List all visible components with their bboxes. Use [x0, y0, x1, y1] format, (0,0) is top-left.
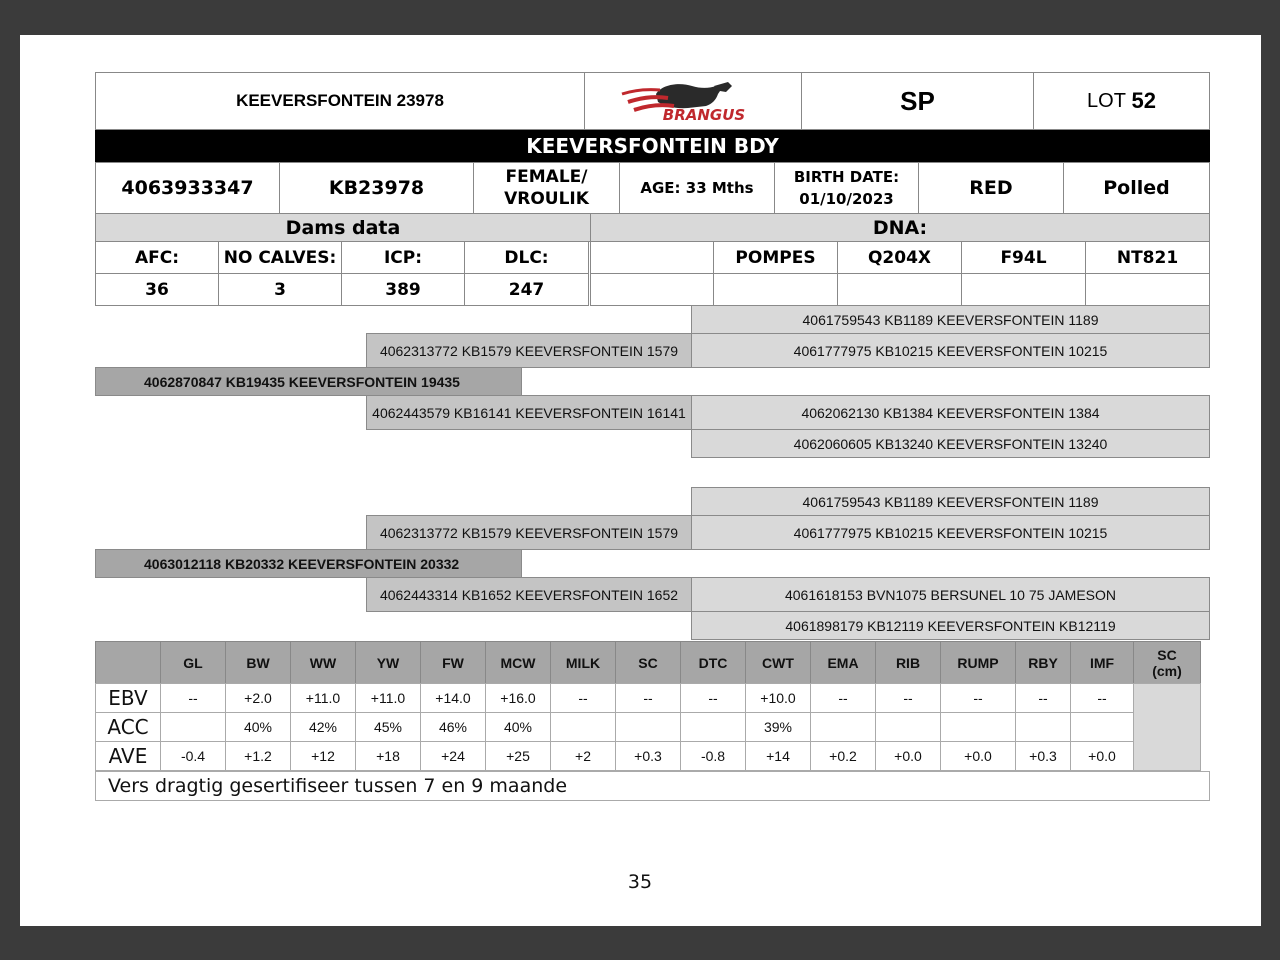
ebv-cell-1-11: [875, 712, 941, 742]
sire-parent: 4062870847 KB19435 KEEVERSFONTEIN 19435: [95, 367, 522, 396]
brangus-logo: [584, 72, 802, 130]
ebv-header-1: GL: [160, 641, 226, 684]
dam-dam: 4062443314 KB1652 KEEVERSFONTEIN 1652: [366, 577, 692, 612]
ebv-cell-0-12: --: [940, 683, 1016, 713]
dam-sire: 4062313772 KB1579 KEEVERSFONTEIN 1579: [366, 515, 692, 550]
colour: RED: [918, 162, 1064, 214]
breeder-bar: KEEVERSFONTEIN BDY: [95, 130, 1210, 162]
ebv-cell-0-11: --: [875, 683, 941, 713]
ebv-cell-1-2: 42%: [290, 712, 356, 742]
animal-name: KEEVERSFONTEIN 23978: [95, 72, 585, 130]
dam-dam-dam: 4061898179 KB12119 KEEVERSFONTEIN KB12119: [691, 611, 1210, 640]
dna-header-2: Q204X: [837, 241, 962, 274]
dams-value-1: 3: [218, 273, 342, 306]
lot-number: 52: [1131, 88, 1156, 113]
dam-sire-dam: 4061777975 KB10215 KEEVERSFONTEIN 10215: [691, 515, 1210, 550]
ebv-header-15: IMF: [1070, 641, 1134, 684]
ebv-cell-2-2: +12: [290, 741, 356, 771]
ebv-row-label-2: AVE: [95, 741, 161, 771]
ebv-cell-1-4: 46%: [420, 712, 486, 742]
dam-sire-sire: 4061759543 KB1189 KEEVERSFONTEIN 1189: [691, 487, 1210, 516]
ebv-header-16: SC (cm): [1133, 641, 1201, 684]
ebv-cell-1-0: [160, 712, 226, 742]
ebv-cell-2-8: -0.8: [680, 741, 746, 771]
ebv-cell-2-4: +24: [420, 741, 486, 771]
ebv-cell-0-5: +16.0: [485, 683, 551, 713]
sire-sire-sire: 4061759543 KB1189 KEEVERSFONTEIN 1189: [691, 305, 1210, 334]
dams-header-3: DLC:: [464, 241, 589, 274]
ebv-cell-1-12: [940, 712, 1016, 742]
lot-label: [1033, 72, 1210, 130]
sc-cm-values: [1133, 683, 1201, 771]
ebv-cell-1-1: 40%: [225, 712, 291, 742]
sex-line2: VROULIK: [504, 189, 589, 209]
ebv-header-3: WW: [290, 641, 356, 684]
ebv-header-7: MILK: [550, 641, 616, 684]
birth-label: BIRTH DATE:: [793, 168, 900, 186]
birth-date: 01/10/2023: [799, 190, 894, 208]
ebv-cell-2-14: +0.0: [1070, 741, 1134, 771]
dna-value-4: [1085, 273, 1210, 306]
dams-header-2: ICP:: [341, 241, 465, 274]
dam-parent: 4063012118 KB20332 KEEVERSFONTEIN 20332: [95, 549, 522, 578]
ebv-cell-2-11: +0.0: [875, 741, 941, 771]
ebv-row-label-0: EBV: [95, 683, 161, 713]
ebv-cell-0-2: +11.0: [290, 683, 356, 713]
ebv-header-5: FW: [420, 641, 486, 684]
id-number: 4063933347: [95, 162, 280, 214]
ebv-cell-2-3: +18: [355, 741, 421, 771]
catalogue-page: [20, 35, 1261, 926]
certification-note: Vers dragtig gesertifiseer tussen 7 en 9 maande: [95, 771, 1210, 801]
ebv-cell-1-10: [810, 712, 876, 742]
lot-word: LOT: [1087, 89, 1126, 112]
ebv-header-4: YW: [355, 641, 421, 684]
dna-value-0: [590, 273, 714, 306]
ebv-cell-0-10: --: [810, 683, 876, 713]
ebv-header-12: RIB: [875, 641, 941, 684]
ebv-header-0: [95, 641, 161, 684]
ebv-header-9: DTC: [680, 641, 746, 684]
ebv-header-13: RUMP: [940, 641, 1016, 684]
svg-text:BRANGUS: BRANGUS: [662, 106, 746, 124]
ebv-cell-2-10: +0.2: [810, 741, 876, 771]
dna-header-3: F94L: [961, 241, 1086, 274]
ebv-header-2: BW: [225, 641, 291, 684]
sire-sire-dam: 4061777975 KB10215 KEEVERSFONTEIN 10215: [691, 333, 1210, 368]
ebv-cell-1-9: 39%: [745, 712, 811, 742]
ebv-cell-0-3: +11.0: [355, 683, 421, 713]
sire-sire: 4062313772 KB1579 KEEVERSFONTEIN 1579: [366, 333, 692, 368]
dna-value-3: [961, 273, 1086, 306]
ebv-cell-0-4: +14.0: [420, 683, 486, 713]
ebv-cell-0-13: --: [1015, 683, 1071, 713]
sire-dam-sire: 4062062130 KB1384 KEEVERSFONTEIN 1384: [691, 395, 1210, 430]
ebv-header-6: MCW: [485, 641, 551, 684]
sire-dam-dam: 4062060605 KB13240 KEEVERSFONTEIN 13240: [691, 429, 1210, 458]
dna-header-1: POMPES: [713, 241, 838, 274]
ebv-cell-2-0: -0.4: [160, 741, 226, 771]
ebv-header-10: CWT: [745, 641, 811, 684]
ebv-cell-2-1: +1.2: [225, 741, 291, 771]
ebv-header-8: SC: [615, 641, 681, 684]
ebv-cell-1-6: [550, 712, 616, 742]
dam-dam-sire: 4061618153 BVN1075 BERSUNEL 10 75 JAMESON: [691, 577, 1210, 612]
page-number: 35: [627, 871, 653, 893]
dna-value-2: [837, 273, 962, 306]
dna-header-0: [590, 241, 714, 274]
dna-title: DNA:: [590, 213, 1210, 242]
sire-dam: 4062443579 KB16141 KEEVERSFONTEIN 16141: [366, 395, 692, 430]
ebv-cell-2-9: +14: [745, 741, 811, 771]
bull-logo-icon: [618, 76, 768, 126]
ebv-cell-2-5: +25: [485, 741, 551, 771]
ebv-cell-1-5: 40%: [485, 712, 551, 742]
tag-number: KB23978: [279, 162, 474, 214]
grade: SP: [801, 72, 1034, 130]
dams-value-3: 247: [464, 273, 589, 306]
ebv-cell-0-8: --: [680, 683, 746, 713]
dams-value-2: 389: [341, 273, 465, 306]
ebv-cell-2-12: +0.0: [940, 741, 1016, 771]
ebv-cell-1-14: [1070, 712, 1134, 742]
ebv-cell-0-1: +2.0: [225, 683, 291, 713]
ebv-header-14: RBY: [1015, 641, 1071, 684]
ebv-cell-1-8: [680, 712, 746, 742]
ebv-cell-2-6: +2: [550, 741, 616, 771]
dams-header-1: NO CALVES:: [218, 241, 342, 274]
ebv-header-11: EMA: [810, 641, 876, 684]
age: AGE: 33 Mths: [619, 162, 775, 214]
ebv-cell-1-7: [615, 712, 681, 742]
dams-header-0: AFC:: [95, 241, 219, 274]
dams-data-title: Dams data: [95, 213, 591, 242]
dna-value-1: [713, 273, 838, 306]
ebv-cell-0-7: --: [615, 683, 681, 713]
ebv-cell-2-13: +0.3: [1015, 741, 1071, 771]
ebv-cell-0-6: --: [550, 683, 616, 713]
ebv-cell-0-9: +10.0: [745, 683, 811, 713]
sex-line1: FEMALE/: [505, 167, 588, 187]
sex-cell: [473, 162, 620, 214]
ebv-cell-2-7: +0.3: [615, 741, 681, 771]
ebv-cell-0-0: --: [160, 683, 226, 713]
ebv-row-label-1: ACC: [95, 712, 161, 742]
dna-header-4: NT821: [1085, 241, 1210, 274]
horn-status: Polled: [1063, 162, 1210, 214]
ebv-cell-1-13: [1015, 712, 1071, 742]
ebv-cell-1-3: 45%: [355, 712, 421, 742]
dams-value-0: 36: [95, 273, 219, 306]
ebv-cell-0-14: --: [1070, 683, 1134, 713]
birth-date-cell: [774, 162, 919, 214]
